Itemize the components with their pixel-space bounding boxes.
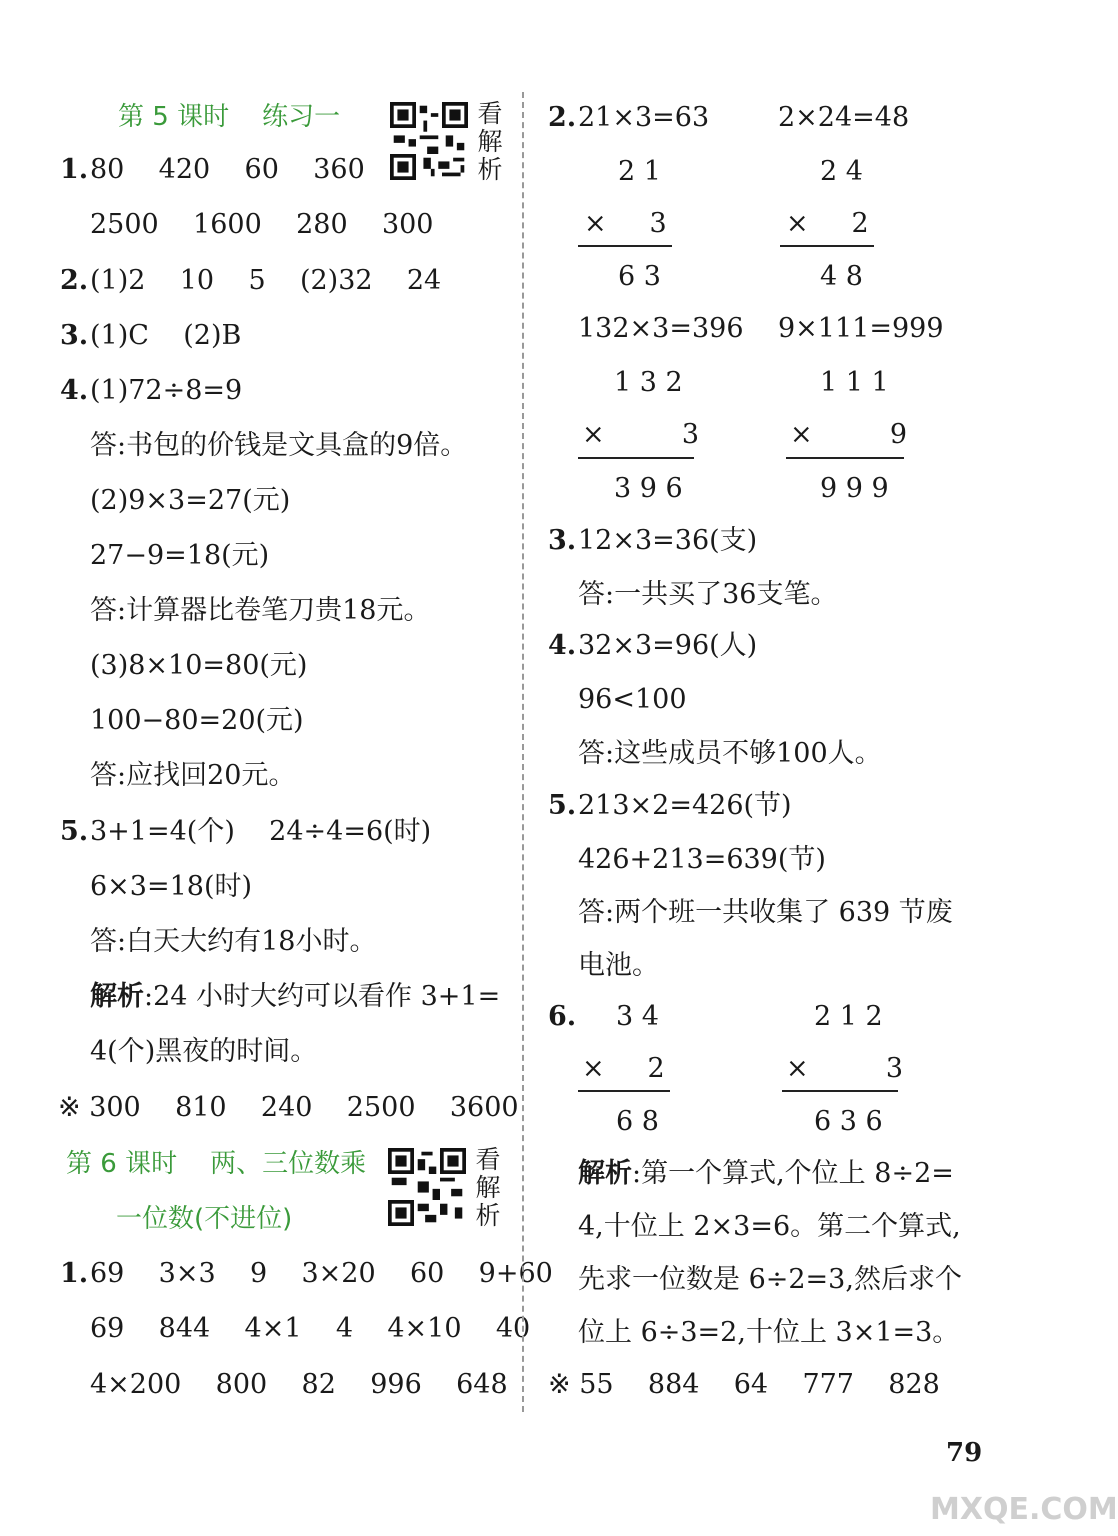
r-q5-line2: 426+213=639(节) [578, 844, 826, 875]
q4-line6: (3)8×10=80(元) [90, 650, 308, 681]
q4-line7: 100−80=20(元) [90, 705, 304, 736]
q3-answer: (1)C (2)B [90, 320, 242, 351]
lesson6-q1-line2: 69 844 4×1 4 4×10 40 [90, 1313, 531, 1344]
vcalc1-top: 2 1 [618, 156, 661, 187]
vcalc6-line [782, 1090, 898, 1092]
vcalc2-line [780, 245, 874, 247]
page-number: 79 [946, 1438, 983, 1468]
analysis-label: 解析 [90, 981, 144, 1012]
lesson6-q1-number: 1. [60, 1258, 89, 1289]
extra-answers-right: ※ 55 884 64 777 828 [548, 1369, 940, 1400]
r-q4-line1: 32×3=96(人) [578, 630, 758, 661]
r-q6-analysis-line2: 4,十位上 2×3=6。第二个算式, [578, 1211, 961, 1242]
q4-line5: 答:计算器比卷笔刀贵18元。 [90, 595, 431, 626]
r-q4-number: 4. [548, 630, 577, 661]
r-q5-line3: 答:两个班一共收集了 639 节废 [578, 897, 953, 928]
vcalc4-line [786, 457, 904, 459]
r-q5-line1: 213×2=426(节) [578, 790, 792, 821]
r-q2-eq3: 132×3=396 [578, 313, 744, 344]
r-q4-line2: 96<100 [578, 684, 687, 715]
lesson5-title: 第 5 课时 练习一 [118, 102, 341, 132]
column-divider [522, 92, 524, 1412]
vcalc2-mid: × 2 [786, 208, 869, 239]
q5-line5: 4(个)黑夜的时间。 [90, 1036, 318, 1067]
r-q6-analysis-line3: 先求一位数是 6÷2=3,然后求个 [578, 1264, 962, 1295]
r-q4-line3: 答:这些成员不够100人。 [578, 738, 882, 769]
q5-line3: 答:白天大约有18小时。 [90, 926, 377, 957]
r-q2-eq1: 21×3=63 [578, 102, 710, 133]
vcalc4-top: 1 1 1 [820, 367, 889, 398]
vcalc1-bot: 6 3 [618, 261, 661, 292]
q1-number: 1. [60, 154, 89, 185]
q4-line1: (1)72÷8=9 [90, 375, 243, 406]
r-q6-analysis-line4: 位上 6÷3=2,十位上 3×1=3。 [578, 1317, 960, 1348]
r-q5-number: 5. [548, 790, 577, 821]
q4-line3: (2)9×3=27(元) [90, 485, 291, 516]
qr-label: 看 解 析 [477, 99, 503, 184]
vcalc1-mid: × 3 [584, 208, 667, 239]
vcalc4-bot: 9 9 9 [820, 473, 889, 504]
q1-line2: 2500 1600 280 300 [90, 209, 434, 240]
r-q3-line1: 12×3=36(支) [578, 525, 758, 556]
q5-line1: 3+1=4(个) 24÷4=6(时) [90, 816, 432, 847]
q4-number: 4. [60, 375, 89, 406]
r-q6-analysis-line1: 解析:第一个算式,个位上 8÷2= [578, 1158, 954, 1189]
vcalc5-bot: 6 8 [616, 1106, 659, 1137]
lesson6-title-line1: 第 6 课时 两、三位数乘 [66, 1149, 367, 1179]
vcalc5-line [578, 1090, 670, 1092]
vcalc2-bot: 4 8 [820, 261, 863, 292]
lesson6-q1-line3: 4×200 800 82 996 648 [90, 1369, 508, 1400]
lesson6-title-line2: 一位数(不进位) [116, 1204, 293, 1234]
vcalc1-line [578, 245, 672, 247]
q5-number: 5. [60, 816, 89, 847]
vcalc6-top: 2 1 2 [814, 1001, 883, 1032]
r-q2-eq4: 9×111=999 [778, 313, 944, 344]
vcalc3-bot: 3 9 6 [614, 473, 683, 504]
q5-line4: 解析:24 小时大约可以看作 3+1= [90, 981, 501, 1012]
q4-line8: 答:应找回20元。 [90, 760, 296, 791]
lesson6-q1-line1: 69 3×3 9 3×20 60 9+60 [90, 1258, 553, 1289]
vcalc5-top: 3 4 [616, 1001, 659, 1032]
r-q3-number: 3. [548, 525, 577, 556]
r-q6-number: 6. [548, 1001, 577, 1032]
r-q2-eq2: 2×24=48 [778, 102, 910, 133]
vcalc2-top: 2 4 [820, 156, 863, 187]
vcalc6-mid: × 3 [786, 1053, 904, 1084]
r-q5-line4: 电池。 [578, 950, 659, 981]
r-q3-line2: 答:一共买了36支笔。 [578, 579, 838, 610]
q5-line2: 6×3=18(时) [90, 871, 253, 902]
vcalc4-mid: × 9 [790, 419, 908, 450]
q2-answer: (1)2 10 5 (2)32 24 [90, 265, 442, 296]
q4-line4: 27−9=18(元) [90, 540, 270, 571]
vcalc6-bot: 6 3 6 [814, 1106, 883, 1137]
watermark: MXQE.COM [930, 1492, 1118, 1527]
q4-line2: 答:书包的价钱是文具盒的9倍。 [90, 430, 468, 461]
r-q2-number: 2. [548, 102, 577, 133]
vcalc3-mid: × 3 [582, 419, 700, 450]
q3-number: 3. [60, 320, 89, 351]
q2-number: 2. [60, 265, 89, 296]
q1-line1: 80 420 60 360 [90, 154, 365, 185]
qr-code-icon[interactable] [388, 1148, 466, 1226]
analysis-label: 解析 [578, 1158, 632, 1189]
qr-code-icon[interactable] [390, 102, 468, 180]
qr-label: 看 解 析 [475, 1145, 501, 1230]
extra-answers-left: ※ 300 810 240 2500 3600 [58, 1092, 519, 1123]
vcalc3-line [578, 457, 694, 459]
vcalc5-mid: × 2 [582, 1053, 665, 1084]
vcalc3-top: 1 3 2 [614, 367, 683, 398]
